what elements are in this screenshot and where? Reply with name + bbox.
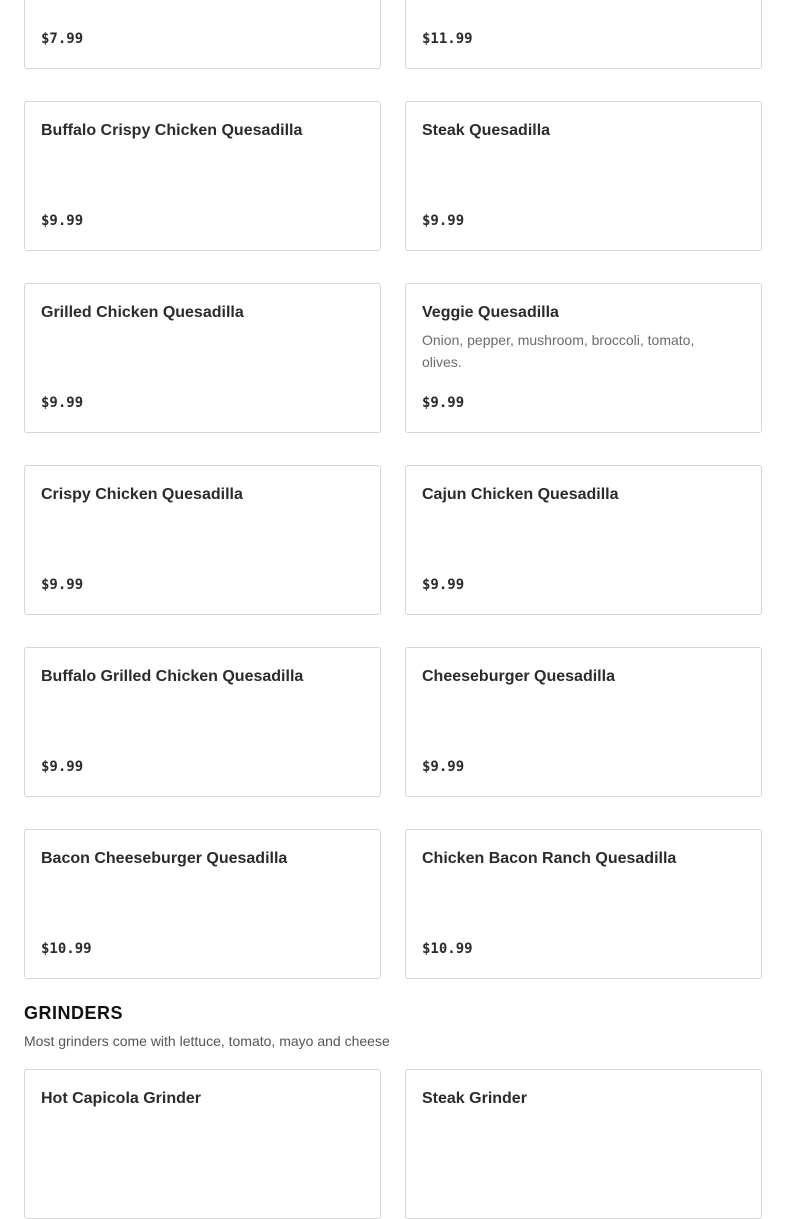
item-price: $9.99 xyxy=(41,213,84,229)
item-price: $10.99 xyxy=(41,941,92,957)
item-price: $10.99 xyxy=(422,941,473,957)
item-name: Buffalo Grilled Chicken Quesadilla xyxy=(41,668,304,685)
item-name: Crispy Chicken Quesadilla xyxy=(41,486,243,503)
item-price: $9.99 xyxy=(41,759,84,775)
section-title: GRINDERS xyxy=(24,1003,124,1023)
item-price: $9.99 xyxy=(422,213,465,229)
item-name: Veggie Quesadilla xyxy=(422,304,559,321)
item-name: Grilled Chicken Quesadilla xyxy=(41,304,244,321)
item-price: $9.99 xyxy=(422,395,465,411)
item-name: Cajun Chicken Quesadilla xyxy=(422,486,619,503)
section-subtitle: Most grinders come with lettuce, tomato, mayo and cheese xyxy=(24,1033,390,1049)
menu-item-card[interactable] xyxy=(24,465,381,615)
item-name: Bacon Cheeseburger Quesadilla xyxy=(41,850,288,867)
menu-item-card[interactable] xyxy=(24,647,381,797)
item-price: $9.99 xyxy=(422,759,465,775)
menu-item-card[interactable] xyxy=(24,283,381,433)
menu-item-card[interactable] xyxy=(405,1069,762,1219)
menu-item-card[interactable] xyxy=(24,829,381,979)
item-description: Onion, pepper, mushroom, broccoli, tomato, olives. xyxy=(422,332,695,370)
item-price: $9.99 xyxy=(41,395,84,411)
menu-item-card[interactable] xyxy=(405,0,762,69)
item-name: Cheeseburger Quesadilla xyxy=(422,668,615,685)
menu-item-card[interactable] xyxy=(405,101,762,251)
menu-item-card[interactable] xyxy=(24,101,381,251)
item-name: Buffalo Crispy Chicken Quesadilla xyxy=(41,122,303,139)
item-price: $7.99 xyxy=(41,31,84,47)
menu-item-card[interactable] xyxy=(405,283,762,433)
menu-item-card[interactable] xyxy=(24,0,381,69)
item-price: $9.99 xyxy=(422,577,465,593)
item-name: Steak Grinder xyxy=(422,1090,527,1107)
menu-item-card[interactable] xyxy=(24,1069,381,1219)
item-name: Steak Quesadilla xyxy=(422,122,551,139)
item-price: $11.99 xyxy=(422,31,473,47)
item-name: Chicken Bacon Ranch Quesadilla xyxy=(422,850,677,867)
menu-item-card[interactable] xyxy=(405,829,762,979)
menu-item-card[interactable] xyxy=(405,465,762,615)
item-price: $9.99 xyxy=(41,577,84,593)
item-name: Hot Capicola Grinder xyxy=(41,1090,202,1107)
menu-item-card[interactable] xyxy=(405,647,762,797)
